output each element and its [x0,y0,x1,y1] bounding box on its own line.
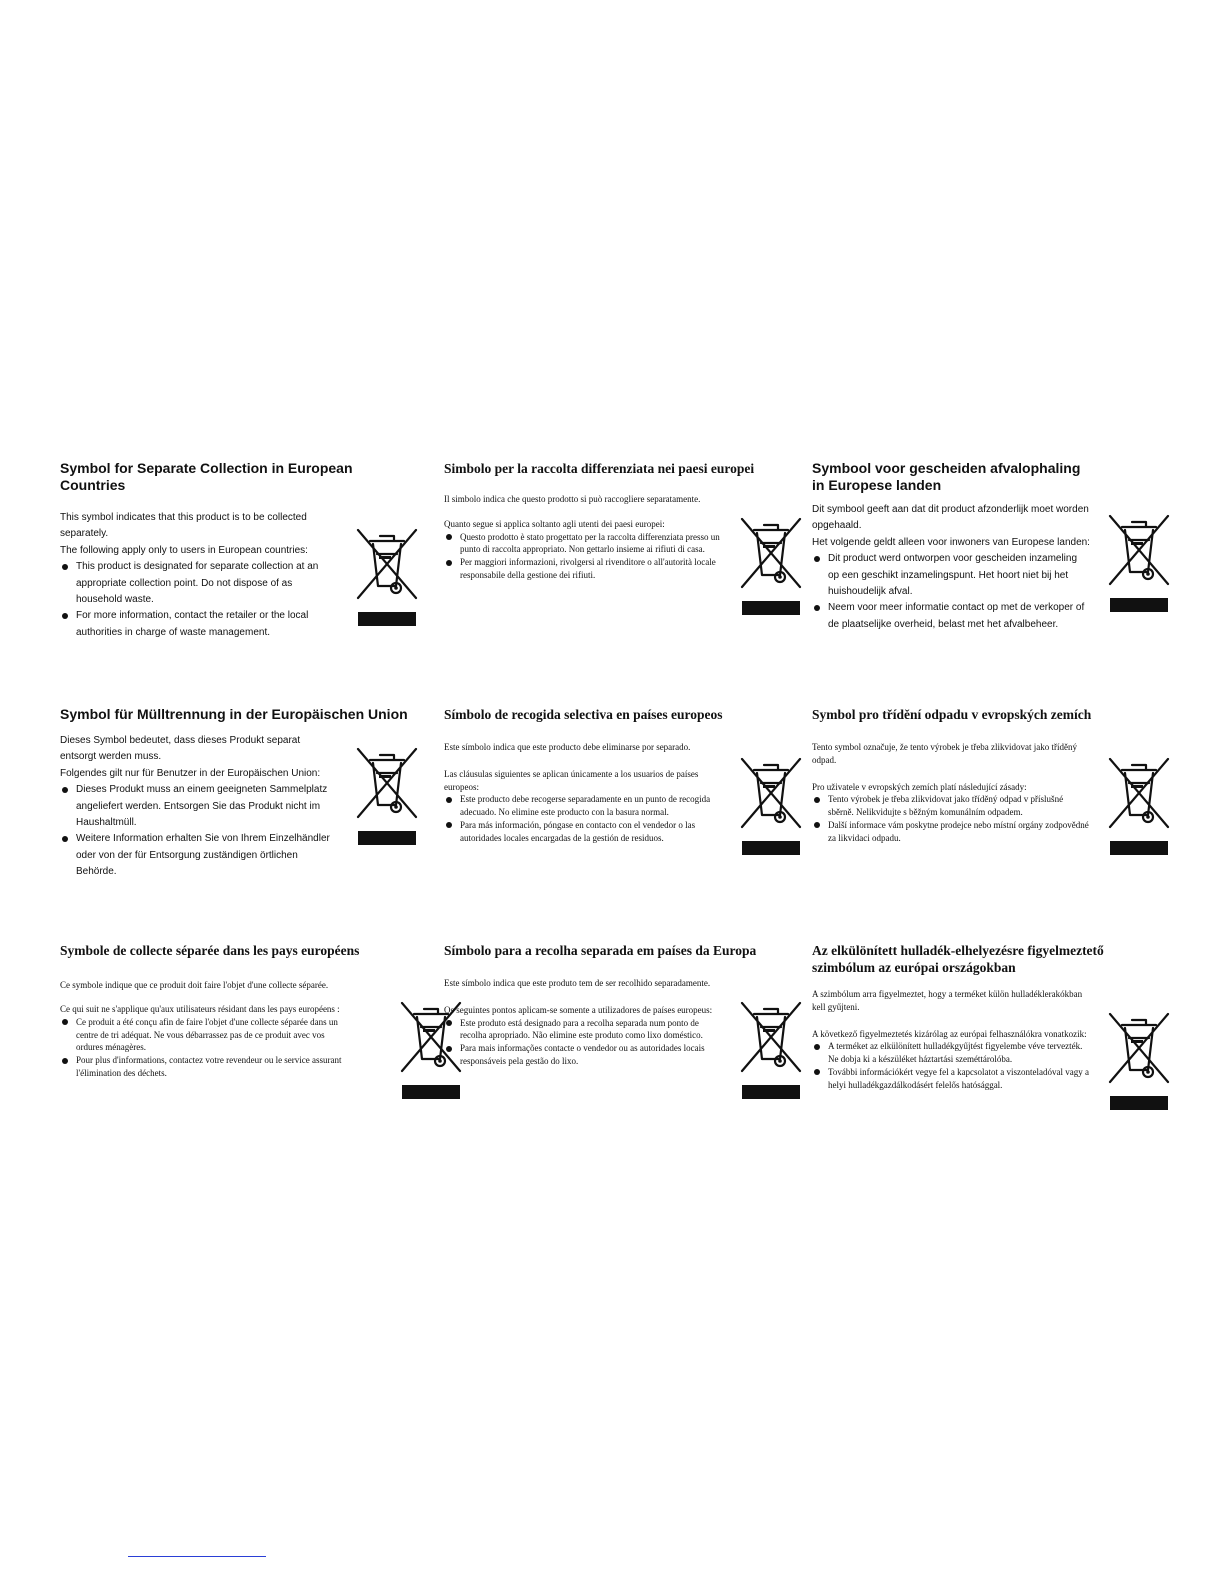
symbol-bar [1110,841,1168,855]
section-intro: A szimbólum arra figyelmeztet, hogy a terméket külön hulladéklerakókban kell gyűjteni. [812,989,1083,1012]
section-title: Símbolo para a recolha separada em países da Europa [444,943,757,958]
section-title: Symbol für Mülltrennung in der Europäischen Union [60,706,408,722]
section-cs [812,706,1172,845]
section-title: Symbole de collecte séparée dans les pays européens [60,943,360,958]
list-item: A terméket az elkülönített hulladékgyűjtést figyelembe véve tervezték. Ne dobja ki a készüléket háztartási szeméttárolóba. [812,1040,1090,1066]
section-en [60,460,420,641]
section-title: Symbol pro třídění odpadu v evropských zemích [812,707,1092,722]
section-hu [812,942,1172,1092]
crossed-out-wheelie-bin-icon [738,999,804,1091]
symbol-bar [742,1085,800,1099]
section-intro: Dieses Symbol bedeutet, dass dieses Produkt separat entsorgt werden muss. [60,735,301,763]
list-item: További információkért vegye fel a kapcsolatot a viszonteladóval vagy a helyi hulladékgazdálkodásért felelős hatósággal. [812,1066,1090,1092]
list-item: Para mais informações contacte o vendedor ou as autoridades locais responsáveis pela gestão do lixo. [444,1042,722,1068]
crossed-out-wheelie-bin-icon [1106,1010,1172,1102]
section-pt [444,942,804,1068]
section-fr [60,942,420,1080]
list-item: Este producto debe recogerse separadamente en un punto de recogida adecuado. No elimine este producto con la basura normal. [444,793,722,819]
section-intro: Ce symbole indique que ce produit doit faire l'objet d'une collecte séparée. [60,980,329,990]
symbol-bar [742,601,800,615]
list-item: Para más información, póngase en contacto con el vendedor o las autoridades locales encargadas de la gestión de residuos. [444,819,722,845]
section-title: Symbol for Separate Collection in European Countries [60,460,353,493]
section-apply-note: Folgendes gilt nur für Benutzer in der Europäischen Union: [60,767,321,779]
section-apply-note: Ce qui suit ne s'applique qu'aux utilisateurs résidant dans les pays européens : [60,1004,340,1014]
section-apply-note: Pro uživatele v evropských zemích platí následující zásady: [812,781,1027,792]
list-item: Neem voor meer informatie contact op met de verkoper of de plaatselijke overheid, belast met het afvalbeheer. [812,600,1090,633]
symbol-bar [1110,1096,1168,1110]
footer-link-underline[interactable] [128,1556,266,1557]
section-es [444,706,804,845]
section-title: Az elkülönített hulladék-elhelyezésre figyelmeztető szimbólum az európai országokban [812,943,1104,975]
section-intro: Dit symbool geeft aan dat dit product afzonderlijk moet worden opgehaald. [812,504,1089,532]
crossed-out-wheelie-bin-icon [354,745,420,837]
symbol-bar [1110,598,1168,612]
list-item: Weitere Information erhalten Sie von Ihrem Einzelhändler oder von der für Entsorgung zuständigen örtlichen Behörde. [60,831,338,880]
crossed-out-wheelie-bin-icon [354,526,420,618]
crossed-out-wheelie-bin-icon [1106,755,1172,847]
list-item: Este produto está designado para a recolha separada num ponto de recolha apropriado. Não elimine este produto como lixo doméstico. [444,1017,722,1043]
section-apply-note: Het volgende geldt alleen voor inwoners van Europese landen: [812,536,1090,548]
list-item: Ce produit a été conçu afin de faire l'objet d'une collecte séparée dans un centre de tri adéquat. Ne vous débarrassez pas de ce produit avec vos ordures ménagères. [60,1016,344,1054]
list-item: For more information, contact the retailer or the local authorities in charge of waste management. [60,608,338,641]
section-de [60,706,420,881]
list-item: Dit product werd ontworpen voor gescheiden inzameling op een geschikt inzamelingspunt. Het hoort niet bij het huishoudelijk afval. [812,551,1090,600]
section-intro: Este símbolo indica que este producto debe eliminarse por separado. [444,742,691,752]
section-it [444,460,804,582]
section-intro: Tento symbol označuje, že tento výrobek je třeba zlikvidovat jako tříděný odpad. [812,742,1078,765]
crossed-out-wheelie-bin-icon [738,755,804,847]
section-apply-note: Os seguintes pontos aplicam-se somente a utilizadores de países europeus: [444,1004,713,1015]
section-title: Simbolo per la raccolta differenziata nei paesi europei [444,461,755,476]
symbol-bar [358,831,416,845]
crossed-out-wheelie-bin-icon [738,515,804,607]
list-item: This product is designated for separate collection at an appropriate collection point. Do not dispose of as household waste. [60,559,338,608]
list-item: Tento výrobek je třeba zlikvidovat jako tříděný odpad v příslušné sběrně. Nelikvidujte s běžným komunálním odpadem. [812,793,1090,819]
list-item: Per maggiori informazioni, rivolgersi al rivenditore o all'autorità locale responsabile della gestione dei rifiuti. [444,556,722,582]
section-apply-note: A következő figyelmeztetés kizárólag az európai felhasználókra vonatkozik: [812,1028,1087,1039]
list-item: Dieses Produkt muss an einem geeigneten Sammelplatz angeliefert werden. Entsorgen Sie das Produkt nicht im Haushaltmüll. [60,782,338,831]
symbol-bar [402,1085,460,1099]
crossed-out-wheelie-bin-icon [1106,512,1172,604]
section-apply-note: Las cláusulas siguientes se aplican únicamente a los usuarios de países europeos: [444,768,699,792]
section-apply-note: The following apply only to users in European countries: [60,544,308,556]
list-item: Questo prodotto è stato progettato per la raccolta differenziata presso un punto di raccolta appropriato. Non gettarlo insieme ai rifiuti di casa. [444,531,722,557]
section-intro: This symbol indicates that this product is to be collected separately. [60,512,307,540]
section-title: Symbool voor gescheiden afvalophaling in Europese landen [812,460,1081,493]
section-apply-note: Quanto segue si applica soltanto agli utenti dei paesi europei: [444,518,665,529]
symbol-bar [358,612,416,626]
section-intro: Il simbolo indica che questo prodotto si può raccogliere separatamente. [444,494,701,504]
symbol-bar [742,841,800,855]
list-item: Pour plus d'informations, contactez votre revendeur ou le service assurant l'élimination des déchets. [60,1054,344,1080]
section-title: Símbolo de recogida selectiva en países europeos [444,707,723,722]
section-nl [812,460,1172,633]
section-intro: Este símbolo indica que este produto tem de ser recolhido separadamente. [444,978,711,988]
list-item: Další informace vám poskytne prodejce nebo místní orgány zodpovědné za likvidaci odpadu. [812,819,1090,845]
